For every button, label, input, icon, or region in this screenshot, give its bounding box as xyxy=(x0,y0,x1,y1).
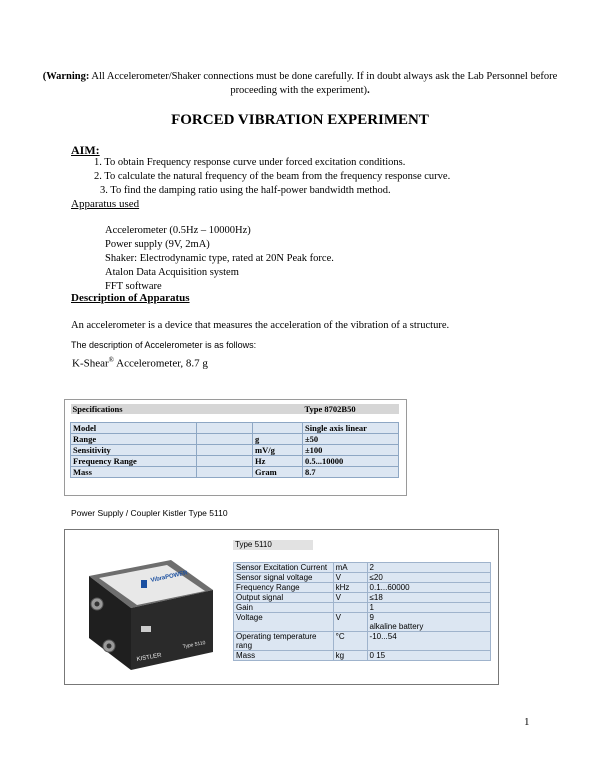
table-cell: Frequency Range xyxy=(71,456,197,467)
table-row xyxy=(234,563,491,573)
warning-end: . xyxy=(367,85,370,96)
table-cell: Range xyxy=(71,434,197,445)
aim-heading: AIM: xyxy=(71,143,100,157)
spec-header-cell: Specifications xyxy=(71,404,197,414)
table-cell: Voltage xyxy=(234,613,334,632)
spec-header-cell xyxy=(253,404,303,414)
table-cell: Sensor Excitation Current xyxy=(234,563,334,573)
table-cell: ±50 xyxy=(303,434,399,445)
table-cell: Sensor signal voltage xyxy=(234,573,334,583)
coupler-device-image xyxy=(75,538,220,674)
power-supply-caption: Power Supply / Coupler Kistler Type 5110 xyxy=(71,508,228,518)
table-cell: °C xyxy=(333,632,367,651)
table-cell: Hz xyxy=(253,456,303,467)
accelerometer-desc: Accelerometer, 8.7 g xyxy=(113,357,208,370)
spec-table-box xyxy=(64,399,407,496)
table-cell: ±100 xyxy=(303,445,399,456)
page-title: FORCED VIBRATION EXPERIMENT xyxy=(171,112,429,128)
table-row xyxy=(71,467,399,478)
coupler-spec-table xyxy=(233,562,491,661)
table-row xyxy=(234,573,491,583)
table-row xyxy=(71,423,399,434)
table-cell: ≤20 xyxy=(367,573,490,583)
table-cell: 0.5...10000 xyxy=(303,456,399,467)
table-cell xyxy=(253,423,303,434)
spec-header-cell xyxy=(197,404,253,414)
warning-lead: (Warning: xyxy=(42,71,90,82)
apparatus-item: FFT software xyxy=(105,281,162,292)
table-cell: Output signal xyxy=(234,593,334,603)
table-cell: Single axis linear xyxy=(303,423,399,434)
table-row xyxy=(234,613,491,632)
table-row xyxy=(234,603,491,613)
power-supply-box xyxy=(64,529,499,685)
table-cell: ≤18 xyxy=(367,593,490,603)
table-cell xyxy=(333,603,367,613)
table-cell: Mass xyxy=(234,651,334,661)
table-cell xyxy=(197,467,253,478)
table-row xyxy=(71,434,399,445)
table-row xyxy=(234,632,491,651)
table-cell: g xyxy=(253,434,303,445)
table-cell: Operating temperature rang xyxy=(234,632,334,651)
description-intro: The description of Accelerometer is as follows: xyxy=(71,340,257,350)
warning-text: All Accelerometer/Shaker connections must be done carefully. If in doubt always ask the Lab Personnel before proceeding with the experiment) xyxy=(89,71,558,96)
device-maker: KISTLER xyxy=(136,652,162,663)
aim-list xyxy=(94,156,450,198)
accelerometer-brand: K-Shear xyxy=(72,357,109,370)
type-5110-label: Type 5110 xyxy=(233,540,313,550)
table-cell xyxy=(197,456,253,467)
table-cell: V xyxy=(333,613,367,632)
warning-note xyxy=(40,70,560,98)
table-cell: kHz xyxy=(333,583,367,593)
aim-item: 1. To obtain Frequency response curve under forced excitation conditions. xyxy=(94,157,406,168)
table-cell: Gram xyxy=(253,467,303,478)
spec-header-row xyxy=(71,404,399,414)
table-cell xyxy=(197,423,253,434)
table-row xyxy=(234,583,491,593)
table-cell: Mass xyxy=(71,467,197,478)
spec-table xyxy=(70,404,399,478)
accelerometer-name xyxy=(72,356,208,370)
apparatus-item: Atalon Data Acquisition system xyxy=(105,267,239,278)
aim-item: 2. To calculate the natural frequency of the beam from the frequency response curve. xyxy=(94,171,451,182)
table-cell: Gain xyxy=(234,603,334,613)
table-row xyxy=(71,445,399,456)
table-cell: V xyxy=(333,593,367,603)
apparatus-item: Accelerometer (0.5Hz – 10000Hz) xyxy=(105,225,251,236)
table-cell: V xyxy=(333,573,367,583)
table-cell: 0.1...60000 xyxy=(367,583,490,593)
table-cell: 2 xyxy=(367,563,490,573)
apparatus-list xyxy=(105,224,334,294)
description-heading: Description of Apparatus xyxy=(71,292,190,304)
table-cell: kg xyxy=(333,651,367,661)
table-row xyxy=(234,651,491,661)
page-number: 1 xyxy=(524,716,530,728)
table-cell: 8.7 xyxy=(303,467,399,478)
table-cell: 0 15 xyxy=(367,651,490,661)
table-cell: -10...54 xyxy=(367,632,490,651)
table-cell xyxy=(197,445,253,456)
table-cell xyxy=(197,434,253,445)
apparatus-heading: Apparatus used xyxy=(71,198,140,210)
spec-header-cell: Type 8702B50 xyxy=(303,404,399,414)
table-cell: 9 alkaline battery xyxy=(367,613,490,632)
table-cell: mV/g xyxy=(253,445,303,456)
table-row xyxy=(71,456,399,467)
table-cell: 1 xyxy=(367,603,490,613)
table-row xyxy=(234,593,491,603)
table-cell: mA xyxy=(333,563,367,573)
spec-spacer xyxy=(71,414,399,423)
apparatus-item: Shaker: Electrodynamic type, rated at 20N Peak force. xyxy=(105,253,334,264)
table-cell: Frequency Range xyxy=(234,583,334,593)
table-cell: Model xyxy=(71,423,197,434)
device-brand: VibraPOWER xyxy=(150,570,189,584)
table-cell: Sensitivity xyxy=(71,445,197,456)
aim-item: 3. To find the damping ratio using the half-power bandwidth method. xyxy=(100,185,391,196)
registered-mark: ® xyxy=(108,356,114,364)
device-type: Type 5110 xyxy=(182,640,206,650)
apparatus-item: Power supply (9V, 2mA) xyxy=(105,239,210,250)
description-paragraph: An accelerometer is a device that measures the acceleration of the vibration of a structure. xyxy=(71,320,450,331)
